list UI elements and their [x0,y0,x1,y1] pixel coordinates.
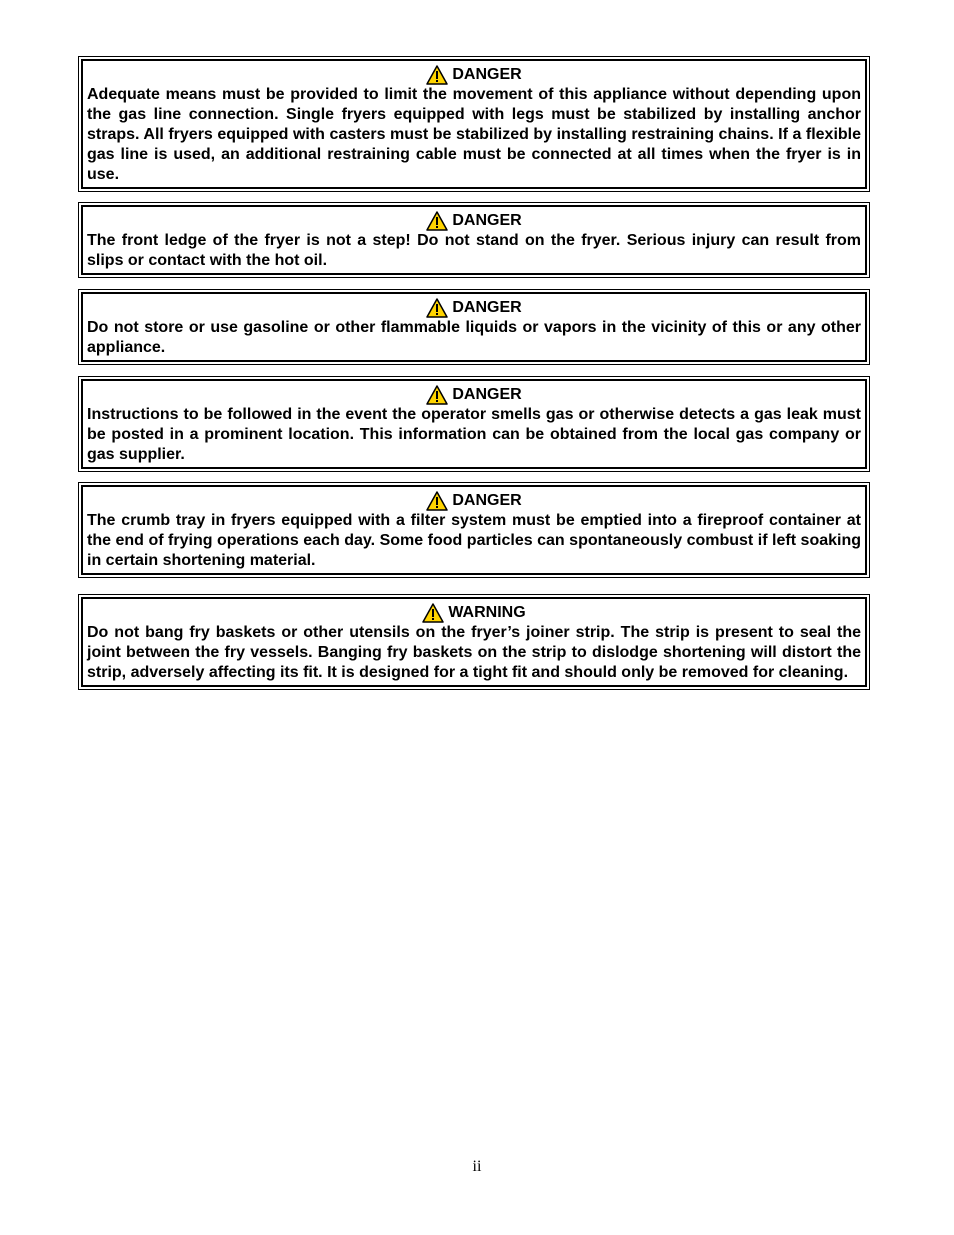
notice-header [87,491,861,511]
notice-header [87,385,861,405]
notice-text: Do not store or use gasoline or other flammable liquids or vapors in the vicinity of this or any other appliance. [87,319,861,356]
notice-text: Instructions to be followed in the event the operator smells gas or otherwise detects a gas leak must be posted in a prominent location. This information can be obtained from the local gas company or gas supplier. [87,406,861,463]
warning-triangle-icon [426,491,448,511]
notice-frame [81,205,867,275]
notice-label: DANGER [452,492,522,509]
notice-frame [81,379,867,469]
notice-header [87,603,861,623]
notice-label: DANGER [452,386,522,403]
danger-notice-crumb-tray [78,482,870,578]
notice-frame [81,597,867,687]
notice-header [87,211,861,231]
notice-text: Adequate means must be provided to limit the movement of this appliance without depending upon the gas line connection. Single fryers equipped with legs must be stabilized by installing anchor straps. All fryers equipped with casters must be stabilized by installing restraining chains. If a flexible gas line is used, an additional restraining cable must be connected at all times when the fryer is in use. [87,86,861,183]
notice-label: DANGER [452,212,522,229]
notice-text: The front ledge of the fryer is not a step! Do not stand on the fryer. Serious injury can result from slips or contact with the hot oil. [87,232,861,269]
notice-header [87,65,861,85]
danger-notice-ledge [78,202,870,278]
notice-text: The crumb tray in fryers equipped with a filter system must be emptied into a fireproof container at the end of frying operations each day. Some food particles can spontaneously combust if left soaking in certain shortening material. [87,512,861,569]
notice-frame [81,292,867,362]
notice-frame [81,485,867,575]
warning-triangle-icon [426,298,448,318]
notice-label: DANGER [452,66,522,83]
warning-notice-joiner-strip [78,594,870,690]
page-number: ii [472,1158,482,1175]
warning-triangle-icon [426,211,448,231]
warning-triangle-icon [422,603,444,623]
warning-triangle-icon [426,65,448,85]
danger-notice-flammable [78,289,870,365]
notice-text: Do not bang fry baskets or other utensils on the fryer’s joiner strip. The strip is present to seal the joint between the fry vessels. Banging fry baskets on the strip to dislodge shortening will distort the strip, adversely affecting its fit. It is designed for a tight fit and should only be removed for cleaning. [87,624,861,681]
notice-header [87,298,861,318]
notice-label: DANGER [452,299,522,316]
notice-frame [81,59,867,189]
danger-notice-movement [78,56,870,192]
danger-notice-gas-leak [78,376,870,472]
warning-triangle-icon [426,385,448,405]
notice-label: WARNING [448,604,526,621]
